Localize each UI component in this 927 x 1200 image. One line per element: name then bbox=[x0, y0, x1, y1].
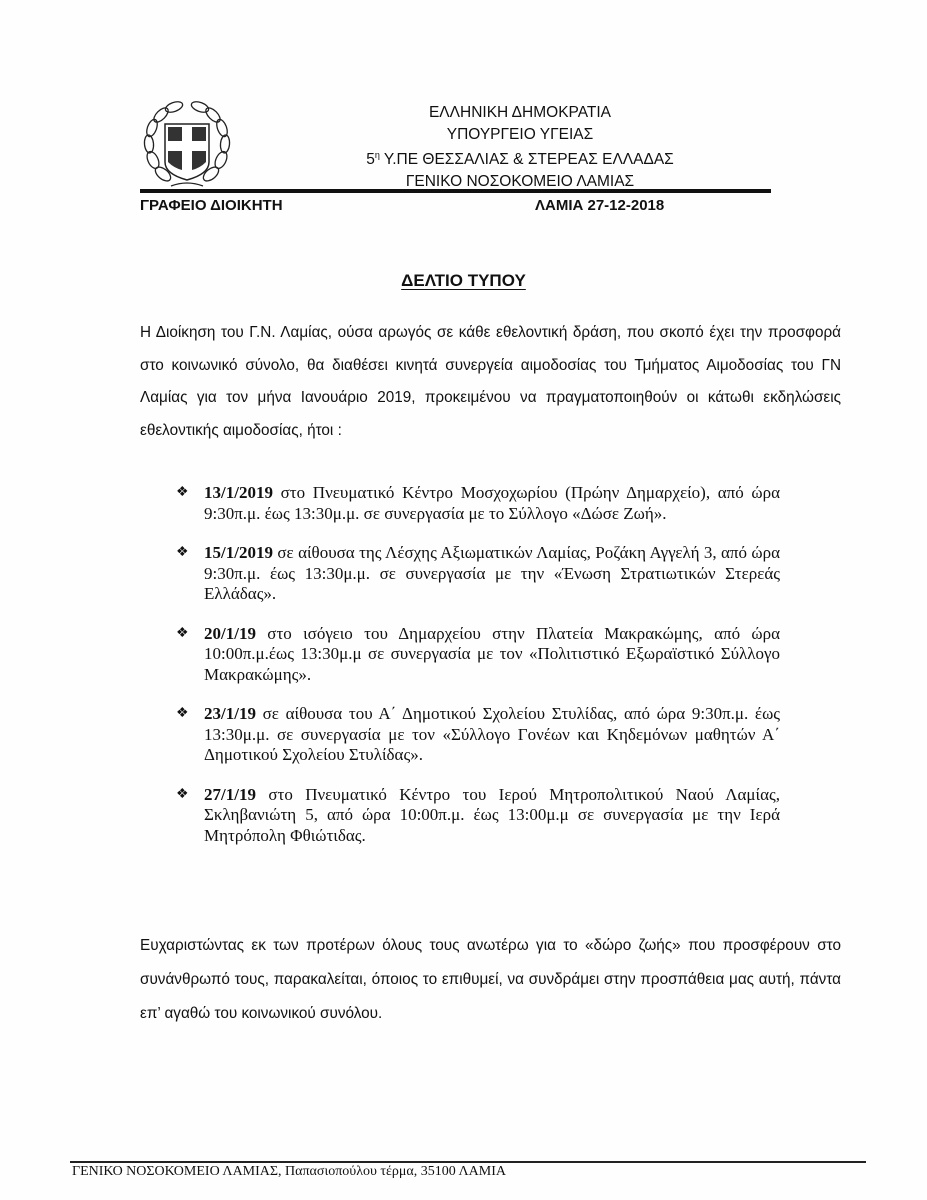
diamond-bullet-icon: ❖ bbox=[176, 485, 189, 500]
region-number: 5 bbox=[366, 151, 375, 168]
event-details: σε αίθουσα του Α΄ Δημοτικού Σχολείου Στυλίδας, από ώρα 9:30π.μ. έως 13:30μ.μ. σε συνεργασία με τον «Σύλλογο Γονέων και Κηδεμόνων μαθητών Α΄ Δημοτικού Σχολείου Στυλίδας». bbox=[204, 704, 780, 764]
greek-coat-of-arms-icon bbox=[141, 100, 233, 192]
list-item bbox=[176, 483, 780, 524]
footer-address: ΓΕΝΙΚΟ ΝΟΣΟΚΟΜΕΙΟ ΛΑΜΙΑΣ, Παπασιοπούλου τέρμα, 35100 ΛΑΜΙΑ bbox=[72, 1164, 506, 1179]
document-title-text: ΔΕΛΤΙΟ ΤΥΠΟΥ bbox=[401, 271, 526, 290]
header-divider bbox=[140, 189, 771, 193]
event-date: 15/1/2019 bbox=[204, 543, 273, 562]
list-item bbox=[176, 543, 780, 605]
event-date: 20/1/19 bbox=[204, 623, 256, 643]
event-date: 23/1/19 bbox=[204, 704, 256, 723]
intro-paragraph: Η Διοίκηση του Γ.Ν. Λαμίας, ούσα αρωγός σε κάθε εθελοντική δράση, που σκοπό έχει την προσφορά στο κοινωνικό σύνολο, θα διαθέσει κινητά συνεργεία αιμοδοσίας του Τμήματος Αιμοδοσίας του ΓΝ Λαμίας για τον μήνα Ιανουάριο 2019, προκειμένου να πραγματοποιηθούν οι κάτωθι εκδηλώσεις εθελοντικής αιμοδοσίας, ήτοι : bbox=[140, 324, 841, 439]
diamond-bullet-icon: ❖ bbox=[176, 786, 189, 802]
letterhead-hospital: ΓΕΝΙΚΟ ΝΟΣΟΚΟΜΕΙΟ ΛΑΜΙΑΣ bbox=[405, 172, 635, 190]
diamond-bullet-icon: ❖ bbox=[176, 545, 189, 560]
event-details: σε αίθουσα της Λέσχης Αξιωματικών Λαμίας, Ροζάκη Αγγελή 3, από ώρα 9:30π.μ. έως 13:30μ.μ. σε συνεργασία με την «Ένωση Στρατιωτικών Στερεάς Ελλάδας». bbox=[204, 543, 780, 603]
letterhead-ministry: ΥΠΟΥΡΓΕΙΟ ΥΓΕΙΑΣ bbox=[446, 125, 594, 143]
region-name: Υ.ΠΕ ΘΕΣΣΑΛΙΑΣ & ΣΤΕΡΕΑΣ ΕΛΛΑΔΑΣ bbox=[379, 151, 674, 168]
letterhead bbox=[300, 102, 740, 192]
place-date: ΛΑΜΙΑ 27-12-2018 bbox=[535, 197, 665, 214]
office-label: ΓΡΑΦΕΙΟ ΔΙΟΙΚΗΤΗ bbox=[140, 197, 283, 214]
document-title bbox=[0, 271, 927, 291]
footer-divider bbox=[70, 1161, 866, 1163]
letterhead-region bbox=[300, 145, 740, 171]
region-ordinal: η bbox=[374, 150, 380, 160]
closing-paragraph: Ευχαριστώντας εκ των προτέρων όλους τους ανωτέρω για το «δώρο ζωής» που προσφέρουν στο συνάνθρωπό τους, παρακαλείται, όποιος το επιθυμεί, να συνδράμει στην προσπάθεια μας αυτή, πάντα επ’ αγαθώ του κοινωνικού συνόλου. bbox=[140, 937, 841, 1022]
event-details: στο Πνευματικό Κέντρο του Ιερού Μητροπολιτικού Ναού Λαμίας, Σκληβανιώτη 5, από ώρα 10:00π.μ. έως 13:00μ.μ σε συνεργασία με την Ιερά Μητρόπολη Φθιώτιδας. bbox=[204, 784, 780, 845]
event-details: στο Πνευματικό Κέντρο Μοσχοχωρίου (Πρώην Δημαρχείο), από ώρα 9:30π.μ. έως 13:30μ.μ. σε συνεργασία με το Σύλλογο «Δώσε Ζωή». bbox=[204, 483, 780, 523]
diamond-bullet-icon: ❖ bbox=[176, 706, 189, 721]
letterhead-country: ΕΛΛΗΝΙΚΗ ΔΗΜΟΚΡΑΤΙΑ bbox=[428, 104, 612, 121]
event-date: 13/1/2019 bbox=[204, 483, 273, 502]
list-item bbox=[176, 624, 780, 686]
list-item bbox=[176, 704, 780, 766]
list-item bbox=[176, 785, 780, 847]
event-date: 27/1/19 bbox=[204, 784, 256, 804]
event-list bbox=[176, 483, 780, 865]
diamond-bullet-icon: ❖ bbox=[176, 625, 189, 641]
event-details: στο ισόγειο του Δημαρχείου στην Πλατεία Μακρακώμης, από ώρα 10:00π.μ.έως 13:30μ.μ σε συνεργασία με τον «Πολιτιστικό Εξωραϊστικό Σύλλογο Μακρακώμης». bbox=[204, 623, 780, 684]
